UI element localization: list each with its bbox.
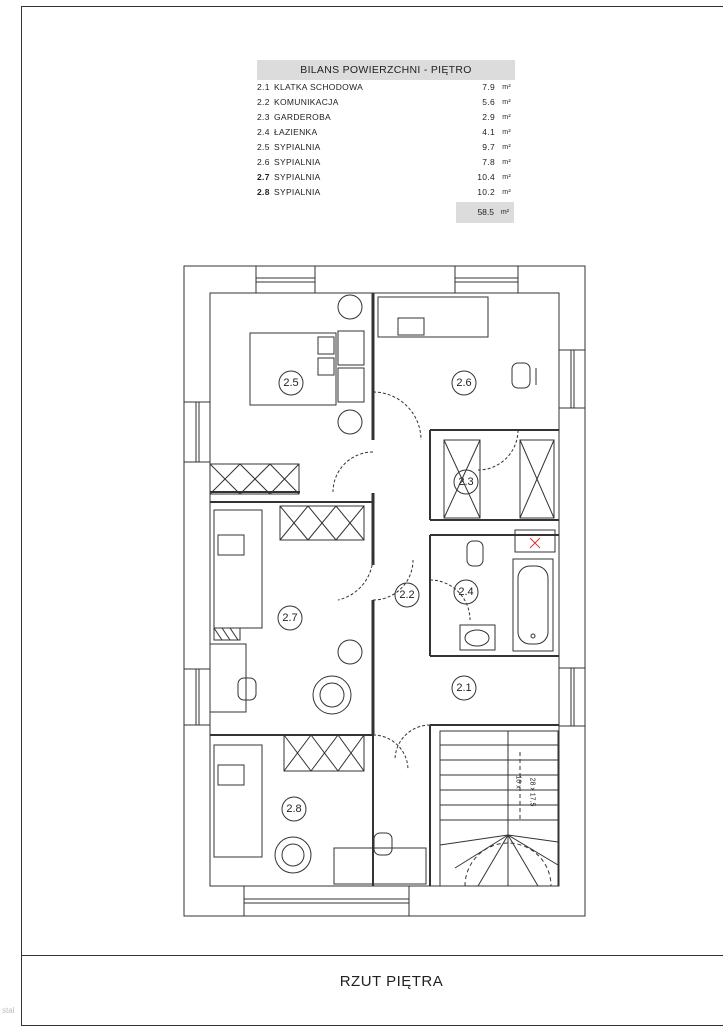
legend-row-unit: m²: [502, 174, 511, 181]
legend-row-name: KOMUNIKACJA: [274, 97, 339, 107]
footer-divider: [21, 955, 723, 956]
room-number-24: 2.4: [458, 586, 474, 598]
window-bottom: [244, 886, 409, 916]
bed-27: [214, 510, 262, 628]
legend-row-unit: m²: [502, 129, 511, 136]
legend-row-code: 2.4: [257, 127, 270, 137]
legend-row-code: 2.1: [257, 82, 270, 92]
legend-row-unit: m²: [502, 189, 511, 196]
legend-row-name: SYPIALNIA: [274, 187, 321, 197]
legend-row-code: 2.7: [257, 172, 270, 182]
staircase: [440, 731, 558, 886]
window-left-2: [184, 669, 210, 725]
legend-row-name: ŁAZIENKA: [274, 127, 318, 137]
stair-dimension-label: 28 x 17.5: [528, 777, 536, 807]
window-top-left: [256, 266, 315, 293]
door-swing-27: [338, 555, 373, 600]
legend-row-name: SYPIALNIA: [274, 142, 321, 152]
legend-row-value: 5.6: [482, 97, 495, 107]
legend-row-name: GARDEROBA: [274, 112, 332, 122]
door-swing-26: [373, 392, 421, 440]
watermark-text: stal: [2, 1006, 15, 1015]
toilet: [467, 541, 483, 566]
legend-row-unit: m²: [502, 144, 511, 151]
legend-row-name: SYPIALNIA: [274, 172, 321, 182]
legend-row-unit: m²: [502, 99, 511, 106]
legend-row-code: 2.3: [257, 112, 270, 122]
legend-row-code: 2.5: [257, 142, 270, 152]
legend-row-code: 2.6: [257, 157, 270, 167]
bed-26: [378, 297, 488, 337]
window-top-right: [455, 266, 518, 293]
room-number-22: 2.2: [399, 589, 415, 601]
window-left-1: [184, 402, 210, 462]
door-swing-28: [373, 735, 408, 770]
armchair-28: [275, 837, 311, 873]
bed-28: [214, 745, 262, 857]
stair-count-label: 16 x: [514, 775, 522, 789]
legend-row-value: 7.8: [482, 157, 495, 167]
legend-row-value: 2.9: [482, 112, 495, 122]
room-number-23: 2.3: [458, 476, 474, 488]
legend-row-value: 4.1: [482, 127, 495, 137]
legend-row-value: 10.2: [477, 187, 495, 197]
legend-row-code: 2.2: [257, 97, 270, 107]
legend-row-value: 9.7: [482, 142, 495, 152]
room-number-21: 2.1: [456, 682, 472, 694]
legend-title: BILANS POWIERZCHNI - PIĘTRO: [257, 60, 515, 80]
legend-row-value: 7.9: [482, 82, 495, 92]
legend-row-unit: m²: [502, 159, 511, 166]
room-number-28: 2.8: [286, 803, 302, 815]
legend-row-name: SYPIALNIA: [274, 157, 321, 167]
legend-row-code: 2.8: [257, 187, 270, 197]
desk-27: [210, 644, 246, 712]
armchair-27: [313, 676, 351, 714]
bed-25: [250, 333, 336, 405]
legend-row-unit: m²: [502, 114, 511, 121]
drawing-title: RZUT PIĘTRA: [339, 973, 444, 990]
room-number-25: 2.5: [283, 377, 299, 389]
window-right-1: [559, 350, 585, 408]
legend-total-unit: m²: [500, 209, 509, 216]
door-swing-25: [333, 452, 373, 492]
room-number-26: 2.6: [456, 377, 472, 389]
desk-28: [334, 848, 426, 884]
legend-total-value: 58.5: [477, 207, 494, 217]
legend-row-value: 10.4: [477, 172, 495, 182]
legend-row-unit: m²: [502, 84, 511, 91]
legend-row-name: KLATKA SCHODOWA: [274, 82, 364, 92]
room-number-27: 2.7: [282, 612, 298, 624]
window-right-2: [559, 668, 585, 726]
